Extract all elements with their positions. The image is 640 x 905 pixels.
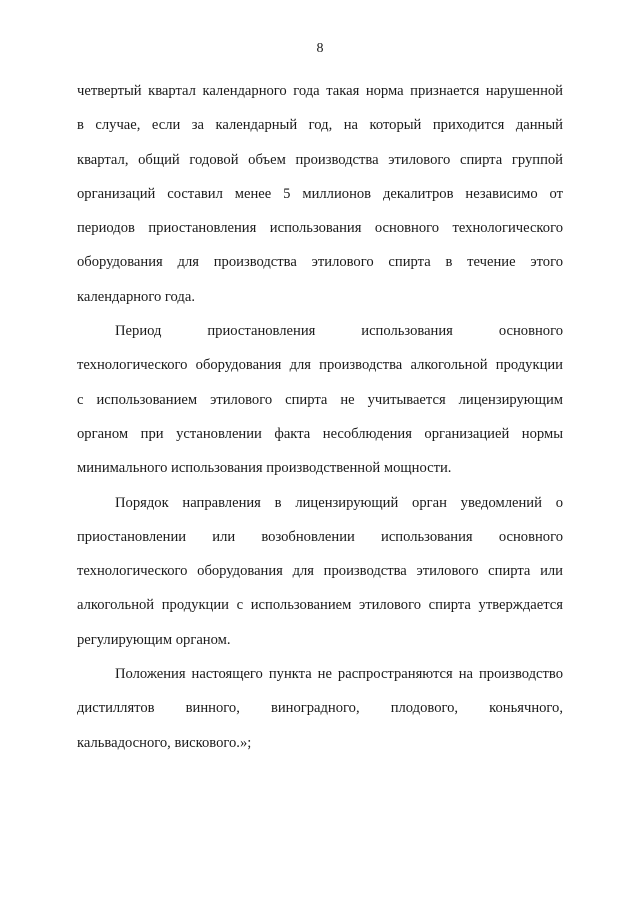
text-line: регулирующим органом. [77,631,231,648]
text-line: периодов приостановления использования основного технологического [77,220,563,237]
paragraph-4 [77,657,563,760]
page-number: 8 [316,41,324,56]
text-line: технологического оборудования для производства этилового спирта или [77,563,563,580]
text-line: квартал, общий годовой объем производства этилового спирта группой [77,151,563,168]
text-line: алкогольной продукции с использованием этилового спирта утверждается [77,597,563,614]
text-line: приостановлении или возобновлении использования основного [77,528,563,545]
text-line: с использованием этилового спирта не учитывается лицензирующим [77,391,563,408]
text-line: календарного года. [77,288,195,305]
text-line: Положения настоящего пункта не распространяются на производство [115,666,563,683]
text-line: четвертый квартал календарного года такая норма признается нарушенной [77,83,563,99]
text-line: Порядок направления в лицензирующий орган уведомлений о [115,494,563,511]
text-line: технологического оборудования для производства алкогольной продукции [77,357,563,374]
text-line: организаций составил менее 5 миллионов декалитров независимо от [77,185,563,202]
text-line: оборудования для производства этилового спирта в течение этого [77,254,563,271]
text-line: Период приостановления использования основного [115,323,563,340]
paragraph-2 [77,314,563,485]
document-body [77,74,563,760]
text-line: в случае, если за календарный год, на который приходится данный [77,117,563,134]
paragraph-3 [77,486,563,657]
text-line: органом при установлении факта несоблюдения организацией нормы [77,425,563,442]
paragraph-1 [77,74,563,314]
text-line: кальвадосного, вискового.»; [77,734,252,751]
text-line: дистиллятов винного, виноградного, плодового, коньячного, [77,700,563,717]
text-line: минимального использования производственной мощности. [77,460,452,477]
